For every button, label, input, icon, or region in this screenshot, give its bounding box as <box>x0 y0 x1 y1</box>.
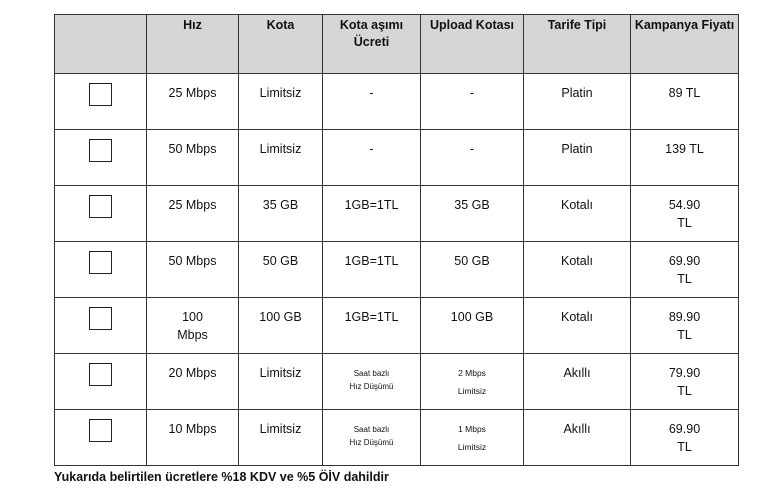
row-checkbox[interactable] <box>89 419 112 442</box>
footnote: Yukarıda belirtilen ücretlere %18 KDV ve %5 ÖİV dahildir <box>54 470 389 484</box>
speed-cell: 20 Mbps <box>147 354 239 410</box>
upload-cell <box>421 354 524 410</box>
header-quota: Kota <box>239 15 323 74</box>
row-checkbox[interactable] <box>89 363 112 386</box>
select-cell <box>55 74 147 130</box>
quota-cell: Limitsiz <box>239 74 323 130</box>
overage-cell: - <box>323 74 421 130</box>
upload-cell: - <box>421 130 524 186</box>
overage-text: Saat bazlı Hız Düşümü <box>349 425 394 447</box>
header-speed: Hız <box>147 15 239 74</box>
price-text: 79.90 TL <box>668 366 701 398</box>
price-cell <box>631 410 739 466</box>
price-cell: 89 TL <box>631 74 739 130</box>
select-cell <box>55 130 147 186</box>
table-row <box>55 74 739 130</box>
type-cell: Platin <box>524 74 631 130</box>
header-overage: Kota aşımı Ücreti <box>323 15 421 74</box>
type-cell: Platin <box>524 130 631 186</box>
speed-cell: 25 Mbps <box>147 186 239 242</box>
speed-cell: 50 Mbps <box>147 242 239 298</box>
select-cell <box>55 242 147 298</box>
row-checkbox[interactable] <box>89 83 112 106</box>
type-cell: Kotalı <box>524 242 631 298</box>
price-text: 54.90 TL <box>668 198 701 230</box>
price-cell <box>631 298 739 354</box>
upload-cell: - <box>421 74 524 130</box>
type-cell: Akıllı <box>524 354 631 410</box>
header-type: Tarife Tipi <box>524 15 631 74</box>
price-cell: 139 TL <box>631 130 739 186</box>
upload-cell: 50 GB <box>421 242 524 298</box>
header-row <box>55 15 739 74</box>
select-cell <box>55 410 147 466</box>
price-cell <box>631 186 739 242</box>
price-text: 69.90 TL <box>668 254 701 286</box>
header-select <box>55 15 147 74</box>
overage-cell: 1GB=1TL <box>323 242 421 298</box>
overage-cell: 1GB=1TL <box>323 186 421 242</box>
select-cell <box>55 354 147 410</box>
speed-cell: 10 Mbps <box>147 410 239 466</box>
overage-text: Saat bazlı Hız Düşümü <box>349 369 394 391</box>
type-cell: Akıllı <box>524 410 631 466</box>
upload-text: 2 Mbps Limitsiz <box>457 368 487 396</box>
table-row <box>55 354 739 410</box>
type-cell: Kotalı <box>524 298 631 354</box>
upload-cell: 100 GB <box>421 298 524 354</box>
price-text: 89.90 TL <box>668 310 701 342</box>
tariff-table <box>54 14 739 466</box>
quota-cell: Limitsiz <box>239 354 323 410</box>
speed-cell: 50 Mbps <box>147 130 239 186</box>
table-row <box>55 298 739 354</box>
table-row <box>55 410 739 466</box>
header-price: Kampanya Fiyatı <box>631 15 739 74</box>
price-text: 69.90 TL <box>668 422 701 454</box>
speed-text: 100 Mbps <box>177 310 208 342</box>
select-cell <box>55 298 147 354</box>
table-row <box>55 242 739 298</box>
overage-cell <box>323 410 421 466</box>
header-upload: Upload Kotası <box>421 15 524 74</box>
table-row <box>55 186 739 242</box>
speed-cell <box>147 298 239 354</box>
overage-cell <box>323 354 421 410</box>
speed-cell: 25 Mbps <box>147 74 239 130</box>
row-checkbox[interactable] <box>89 307 112 330</box>
table-row <box>55 130 739 186</box>
quota-cell: Limitsiz <box>239 410 323 466</box>
price-cell <box>631 354 739 410</box>
row-checkbox[interactable] <box>89 251 112 274</box>
quota-cell: 50 GB <box>239 242 323 298</box>
row-checkbox[interactable] <box>89 139 112 162</box>
type-cell: Kotalı <box>524 186 631 242</box>
price-cell <box>631 242 739 298</box>
row-checkbox[interactable] <box>89 195 112 218</box>
select-cell <box>55 186 147 242</box>
upload-text: 1 Mbps Limitsiz <box>457 424 487 452</box>
quota-cell: 35 GB <box>239 186 323 242</box>
overage-cell: - <box>323 130 421 186</box>
upload-cell <box>421 410 524 466</box>
quota-cell: Limitsiz <box>239 130 323 186</box>
quota-cell: 100 GB <box>239 298 323 354</box>
overage-cell: 1GB=1TL <box>323 298 421 354</box>
upload-cell: 35 GB <box>421 186 524 242</box>
